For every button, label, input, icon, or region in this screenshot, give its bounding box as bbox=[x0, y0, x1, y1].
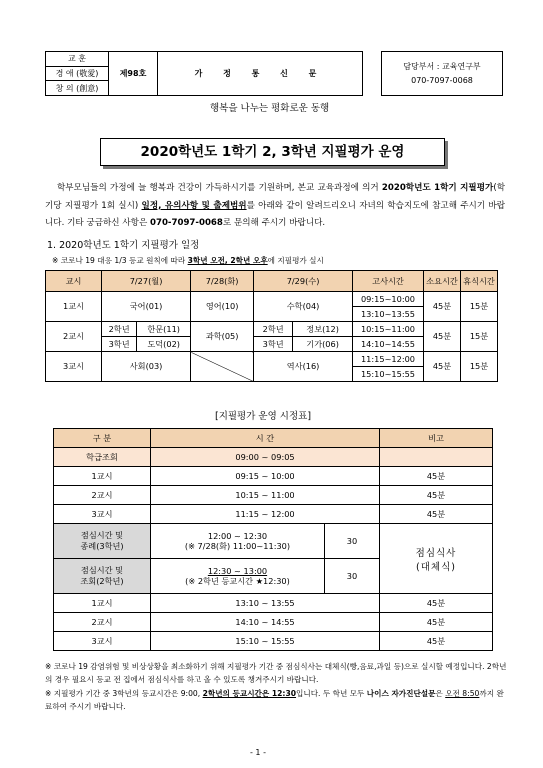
lunch2-label bbox=[54, 559, 151, 594]
intro-phone: 070-7097-0068 bbox=[149, 218, 223, 228]
subject-cell: 영어(10) bbox=[191, 292, 254, 322]
row-time: 14:10 ~ 14:55 bbox=[151, 613, 380, 632]
row-label: 2교시 bbox=[54, 486, 151, 505]
slogan: 행복을 나누는 평화로운 동행 bbox=[210, 103, 330, 114]
department-label: 담당부서 : 교육연구부 bbox=[403, 61, 481, 71]
lunch2-time bbox=[151, 559, 325, 594]
fn2-bold-2: 나이스 자가진단설문 bbox=[366, 689, 436, 698]
subject-cell: 한문(11) bbox=[137, 322, 191, 337]
footnote-2 bbox=[45, 687, 507, 713]
timetable-caption: [지필평가 운영 시정표] bbox=[215, 411, 312, 422]
empty-diagonal-cell bbox=[191, 352, 254, 382]
time-cell: 11:15~12:00 bbox=[353, 352, 424, 367]
period-cell: 1교시 bbox=[46, 292, 102, 322]
col-day3: 7/29(수) bbox=[254, 271, 353, 292]
issue-number: 제98호 bbox=[109, 52, 158, 96]
table-row bbox=[54, 613, 493, 632]
time-cell: 15:10~15:55 bbox=[353, 367, 424, 382]
note-text-1: ※ 코로나 19 대응 1/3 등교 원칙에 따라 bbox=[52, 256, 188, 265]
col-time: 시 간 bbox=[151, 429, 380, 448]
col-category: 구 분 bbox=[54, 429, 151, 448]
grade-cell: 3학년 bbox=[102, 337, 137, 352]
subject-cell: 국어(01) bbox=[102, 292, 191, 322]
lunch2-minutes: 30 bbox=[325, 559, 380, 594]
subject-cell: 사회(03) bbox=[102, 352, 191, 382]
row-label: 3교시 bbox=[54, 632, 151, 651]
table-row bbox=[54, 594, 493, 613]
fn2-bold-1: 2학년의 등교시간은 12:30 bbox=[202, 689, 297, 698]
row-time: 09:00 ~ 09:05 bbox=[151, 448, 380, 467]
time-cell: 10:15~11:00 bbox=[353, 322, 424, 337]
footnote-1: ※ 코로나 19 감염위험 및 비상상황을 최소화하기 위해 지필평가 기간 중 점심식사는 대체식(빵,음료,과일 등)으로 실시할 예정입니다. 2학년의 경우 필요시 등교 전 집에서 점심식사를 하고 올 수 있도록 챙겨주시기 바랍니다. bbox=[45, 662, 507, 684]
subject-cell: 기가(06) bbox=[293, 337, 353, 352]
department-phone: 070-7097-0068 bbox=[411, 75, 473, 85]
lunch3-time bbox=[151, 524, 325, 559]
lunch3-minutes: 30 bbox=[325, 524, 380, 559]
row-time: 13:10 ~ 13:55 bbox=[151, 594, 380, 613]
subject-cell: 도덕(02) bbox=[137, 337, 191, 352]
newsletter-header bbox=[45, 51, 503, 96]
intro-bold-2: 일정, 유의사항 및 출제범위 bbox=[141, 200, 247, 211]
note-text-2: 에 지필평가 실시 bbox=[267, 256, 324, 265]
lunch2-time-2: (※ 2학년 등교시간 ★12:30) bbox=[185, 575, 290, 586]
row-note: 45분 bbox=[380, 486, 493, 505]
rest-cell: 15분 bbox=[461, 292, 498, 322]
table-row bbox=[46, 352, 498, 367]
duration-cell: 45분 bbox=[424, 292, 461, 322]
lunch-note-1: 점심식사 bbox=[415, 547, 457, 559]
page-number: - 1 - bbox=[250, 748, 266, 757]
table-row bbox=[54, 524, 493, 559]
col-note: 비고 bbox=[380, 429, 493, 448]
lunch3-time-1: 12:00 ~ 12:30 bbox=[207, 530, 268, 541]
row-label: 학급조회 bbox=[54, 448, 151, 467]
newsletter-title: 가 정 통 신 문 bbox=[158, 52, 363, 96]
row-time: 15:10 ~ 15:55 bbox=[151, 632, 380, 651]
table-header-row bbox=[46, 271, 498, 292]
col-day1: 7/27(월) bbox=[102, 271, 191, 292]
row-note: 45분 bbox=[380, 467, 493, 486]
grade-cell: 2학년 bbox=[254, 322, 293, 337]
col-duration: 소요시간 bbox=[424, 271, 461, 292]
section-note bbox=[52, 255, 324, 266]
school-motto-title: 교 훈 bbox=[46, 52, 109, 67]
subject-cell: 과학(05) bbox=[191, 322, 254, 352]
school-motto-2: 창 의 (創意) bbox=[46, 81, 109, 96]
lunch3-label-1: 점심시간 및 bbox=[80, 530, 124, 540]
lunch2-label-1: 점심시간 및 bbox=[80, 565, 124, 575]
lunch2-label-2: 조회(2학년) bbox=[80, 576, 124, 586]
lunch2-time-1: 12:30 ~ 13:00 bbox=[207, 565, 268, 576]
fn2-underline: 오전 8:50 bbox=[445, 689, 480, 698]
intro-text-2: (학기당 지필평가 1회 실시) bbox=[45, 183, 505, 211]
row-note: 45분 bbox=[380, 613, 493, 632]
duration-cell: 45분 bbox=[424, 352, 461, 382]
rest-cell: 15분 bbox=[461, 322, 498, 352]
row-note: 45분 bbox=[380, 632, 493, 651]
lunch3-time-2: (※ 7/28(화) 11:00~11:30) bbox=[184, 540, 291, 551]
row-label: 1교시 bbox=[54, 467, 151, 486]
lunch-note-2: (대체식) bbox=[416, 561, 456, 573]
fn2-text-1: ※ 지필평가 기간 중 3학년의 등교시간은 9:00, bbox=[45, 689, 203, 698]
subject-cell: 수학(04) bbox=[254, 292, 353, 322]
table-header-row bbox=[54, 429, 493, 448]
note-bold: 3학년 오전, 2학년 오후 bbox=[187, 256, 268, 265]
period-cell: 3교시 bbox=[46, 352, 102, 382]
row-note: 45분 bbox=[380, 594, 493, 613]
table-row bbox=[54, 632, 493, 651]
document-title: 2020학년도 1학기 2, 3학년 지필평가 운영 bbox=[100, 138, 445, 166]
exam-schedule-table bbox=[45, 270, 498, 382]
row-label: 2교시 bbox=[54, 613, 151, 632]
time-cell: 13:10~13:55 bbox=[353, 307, 424, 322]
row-time: 10:15 ~ 11:00 bbox=[151, 486, 380, 505]
lunch-note bbox=[380, 524, 493, 594]
col-rest: 휴식시간 bbox=[461, 271, 498, 292]
col-day2: 7/28(화) bbox=[191, 271, 254, 292]
timetable-table bbox=[53, 428, 493, 651]
fn2-text-3: 은 bbox=[435, 689, 446, 698]
grade-cell: 3학년 bbox=[254, 337, 293, 352]
lunch3-label bbox=[54, 524, 151, 559]
fn2-text-2: 입니다. 두 학년 모두 bbox=[296, 689, 367, 698]
duration-cell: 45분 bbox=[424, 322, 461, 352]
department-info bbox=[382, 52, 503, 96]
period-cell: 2교시 bbox=[46, 322, 102, 352]
row-note bbox=[380, 448, 493, 467]
col-time: 고사시간 bbox=[353, 271, 424, 292]
intro-text-1: 학부모님들의 가정에 늘 행복과 건강이 가득하시기를 기원하며, 본교 교육과정에 의거 bbox=[57, 183, 382, 193]
time-cell: 09:15~10:00 bbox=[353, 292, 424, 307]
row-note: 45분 bbox=[380, 505, 493, 524]
intro-text-4: 로 문의해 주시기 바랍니다. bbox=[222, 218, 326, 228]
row-time: 09:15 ~ 10:00 bbox=[151, 467, 380, 486]
fn2-text-4: 까지 완료하여 주시기 바랍니다. bbox=[45, 689, 504, 711]
intro-paragraph bbox=[45, 180, 505, 233]
intro-text-3: 를 아래와 같이 알려드리오니 자녀의 학습지도에 참고해 주시기 바랍니다. 기타 궁금하신 사항은 bbox=[45, 200, 505, 228]
grade-cell: 2학년 bbox=[102, 322, 137, 337]
school-motto-1: 경 애 (敬愛) bbox=[46, 66, 109, 81]
intro-bold-1: 2020학년도 1학기 지필평가 bbox=[381, 183, 494, 193]
table-row bbox=[54, 505, 493, 524]
col-period: 교시 bbox=[46, 271, 102, 292]
lunch3-label-2: 종례(3학년) bbox=[80, 541, 124, 551]
row-label: 1교시 bbox=[54, 594, 151, 613]
section-title: 1. 2020학년도 1학기 지필평가 일정 bbox=[47, 240, 200, 251]
row-label: 3교시 bbox=[54, 505, 151, 524]
table-row bbox=[54, 467, 493, 486]
subject-cell: 정보(12) bbox=[293, 322, 353, 337]
subject-cell: 역사(16) bbox=[254, 352, 353, 382]
time-cell: 14:10~14:55 bbox=[353, 337, 424, 352]
table-row bbox=[54, 448, 493, 467]
rest-cell: 15분 bbox=[461, 352, 498, 382]
table-row bbox=[54, 486, 493, 505]
row-time: 11:15 ~ 12:00 bbox=[151, 505, 380, 524]
table-row bbox=[46, 292, 498, 307]
